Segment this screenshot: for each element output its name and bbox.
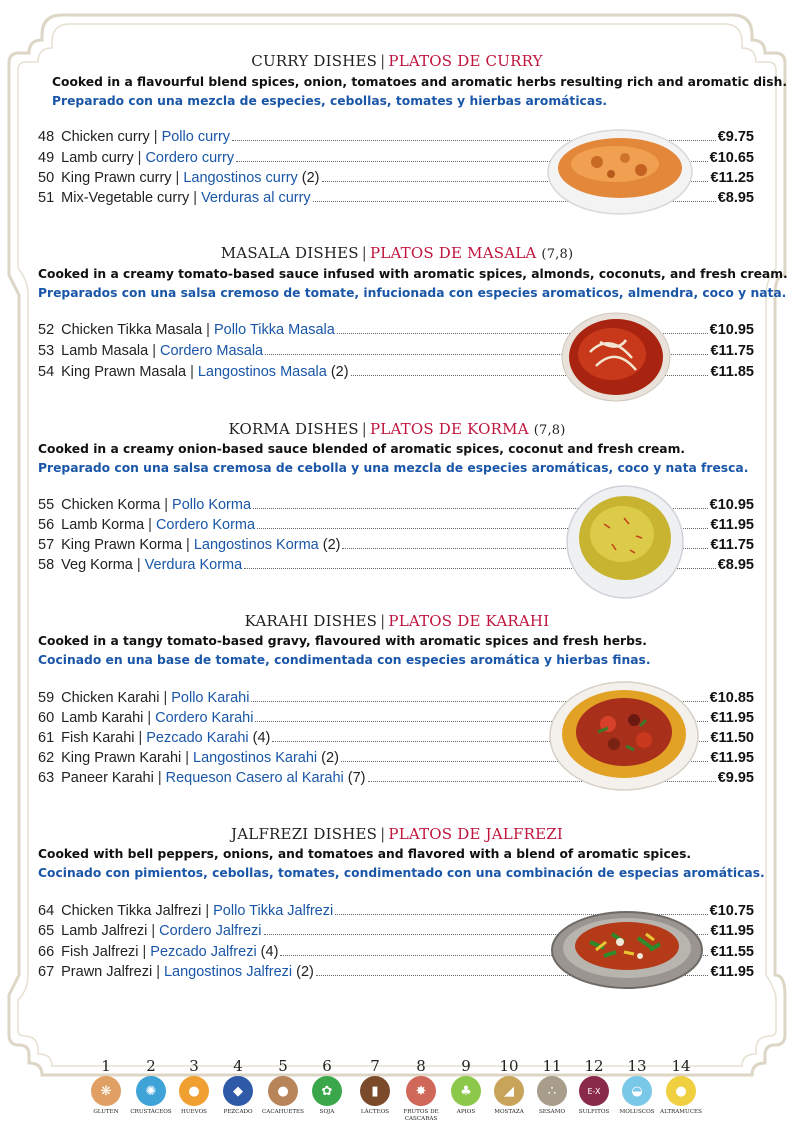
- allergen-number: 5: [278, 1057, 288, 1075]
- title-en: KORMA DISHES: [228, 420, 359, 438]
- item-price: €10.95: [709, 322, 754, 338]
- item-name-en: Lamb Masala: [61, 343, 149, 359]
- sesame-icon: ∴: [537, 1076, 567, 1106]
- item-allergens: (4): [252, 730, 271, 746]
- section-description-es: Preparados con una salsa cremoso de tomate, infucionada con especies aromaticos, almendra, coco y nata.: [38, 286, 787, 300]
- item-price: €10.95: [709, 497, 754, 513]
- title-es: PLATOS DE KORMA: [370, 420, 529, 438]
- item-name-es: Cordero Jalfrezi: [159, 923, 262, 939]
- menu-item: 50 King Prawn curry | Langostinos curry (2) €11.25: [38, 170, 754, 186]
- item-name-es: Pollo Tikka Masala: [213, 322, 335, 338]
- section-description-es: Cocinado en una base de tomate, condimentada con especies aromática y hierbas finas.: [38, 653, 651, 667]
- item-name-es: Pezcado Karahi: [146, 730, 249, 746]
- item-price: €11.95: [710, 923, 754, 939]
- section-allergens: (7,8): [533, 423, 566, 438]
- item-name-en: Chicken Tikka Jalfrezi: [61, 903, 202, 919]
- item-number: 62: [38, 750, 55, 766]
- item-name-en: Fish Karahi: [61, 730, 135, 746]
- allergen-crustaceans: [128, 1058, 174, 1116]
- title-es: PLATOS DE JALFREZI: [388, 825, 563, 843]
- item-name-es: Pezcado Jalfrezi: [150, 944, 257, 960]
- item-allergens: (2): [296, 964, 314, 980]
- item-price: €11.85: [710, 364, 754, 380]
- item-name-es: Langostinos Korma: [193, 537, 319, 553]
- item-number: 54: [38, 364, 55, 380]
- menu-item: 67 Prawn Jalfrezi | Langostinos Jalfrezi (2) €11.95: [38, 964, 754, 980]
- item-name-en: Lamb curry: [61, 150, 134, 166]
- menu-item: 61 Fish Karahi | Pezcado Karahi (4) €11.50: [38, 730, 754, 746]
- item-number: 61: [38, 730, 55, 746]
- item-number: 66: [38, 944, 55, 960]
- section-description-en: Cooked with bell peppers, onions, and tomatoes and flavored with a blend of aromatic spices.: [38, 847, 692, 861]
- allergen-peanuts: [260, 1058, 306, 1116]
- sulphite-icon: E-X: [579, 1076, 609, 1106]
- item-price: €11.75: [710, 537, 754, 553]
- title-en: JALFREZI DISHES: [231, 825, 378, 843]
- section-description-en: Cooked in a creamy tomato-based sauce infused with aromatic spices, almonds, coconuts, and fresh cream.: [38, 267, 788, 281]
- allergen-label: MOSTAZA: [494, 1109, 524, 1115]
- item-price: €8.95: [717, 190, 754, 206]
- item-name-en: Lamb Korma: [61, 517, 145, 533]
- jalfrezi-dish-image: [550, 906, 705, 992]
- allergen-dairy: [352, 1058, 398, 1116]
- menu-item: 58 Veg Korma | Verdura Korma €8.95: [38, 557, 754, 573]
- item-price: €11.25: [710, 170, 754, 186]
- section-title-curry: CURRY DISHES | PLATOS DE CURRY: [251, 52, 543, 70]
- menu-item: 55 Chicken Korma | Pollo Korma €10.95: [38, 497, 754, 513]
- item-name-en: King Prawn Masala: [61, 364, 187, 380]
- item-allergens: (2): [321, 750, 339, 766]
- menu-item: 49 Lamb curry | Cordero curry €10.65: [38, 150, 754, 166]
- item-number: 65: [38, 923, 55, 939]
- allergen-number: 9: [461, 1057, 471, 1075]
- item-allergens: (2): [301, 170, 320, 186]
- item-number: 56: [38, 517, 55, 533]
- menu-item: 54 King Prawn Masala | Langostinos Masala (2) €11.85: [38, 364, 754, 380]
- item-price: €11.95: [710, 710, 754, 726]
- item-name-es: Cordero curry: [145, 150, 235, 166]
- title-en: CURRY DISHES: [251, 52, 378, 70]
- item-price: €10.75: [709, 903, 754, 919]
- item-name-es: Pollo Tikka Jalfrezi: [213, 903, 334, 919]
- item-name-en: Fish Jalfrezi: [61, 944, 139, 960]
- section-description-en: Cooked in a flavourful blend spices, onion, tomatoes and aromatic herbs resulting rich and aromatic dish.: [52, 75, 788, 89]
- allergen-label: LÁCTEOS: [360, 1109, 390, 1115]
- milk-icon: ▮: [360, 1076, 390, 1106]
- allergen-label: FRUTOS DE CASCARAS: [403, 1109, 439, 1122]
- item-number: 52: [38, 322, 55, 338]
- allergen-label: HUEVOS: [180, 1109, 208, 1115]
- section-title-korma: KORMA DISHES | PLATOS DE KORMA (7,8): [228, 420, 566, 438]
- item-name-en: King Prawn curry: [61, 170, 172, 186]
- allergen-label: MOLUSCOS: [619, 1109, 655, 1115]
- item-price: €11.95: [710, 750, 754, 766]
- crab-icon: ✺: [136, 1076, 166, 1106]
- allergen-soy: [304, 1058, 350, 1116]
- item-name-en: Prawn Jalfrezi: [61, 964, 153, 980]
- item-price: €9.75: [717, 129, 754, 145]
- item-number: 59: [38, 690, 55, 706]
- item-price: €9.95: [717, 770, 754, 786]
- soy-icon: ✿: [312, 1076, 342, 1106]
- title-es: PLATOS DE KARAHI: [388, 612, 550, 630]
- masala-dish-image: [560, 312, 672, 402]
- item-price: €11.55: [710, 944, 754, 960]
- section-description-en: Cooked in a creamy onion-based sauce blended of aromatic spices, coconut and fresh cream.: [38, 442, 686, 456]
- allergen-number: 13: [627, 1057, 647, 1075]
- item-number: 64: [38, 903, 55, 919]
- item-price: €11.50: [710, 730, 754, 746]
- menu-item: 52 Chicken Tikka Masala | Pollo Tikka Masala €10.95: [38, 322, 754, 338]
- section-description-es: Cocinado con pimientos, cebollas, tomates, condimentado con una combinación de especias aromáticas.: [38, 866, 765, 880]
- allergen-label: ALTRAMUCES: [660, 1109, 702, 1115]
- allergen-number: 10: [499, 1057, 519, 1075]
- egg-icon: ●: [179, 1076, 209, 1106]
- allergen-number: 3: [189, 1057, 199, 1075]
- item-name-es: Langostinos Karahi: [193, 750, 318, 766]
- item-allergens: (4): [260, 944, 279, 960]
- menu-item: 48 Chicken curry | Pollo curry €9.75: [38, 129, 754, 145]
- title-es: PLATOS DE CURRY: [388, 52, 543, 70]
- section-description-en: Cooked in a tangy tomato-based gravy, flavoured with aromatic spices and fresh herbs.: [38, 634, 647, 648]
- allergen-label: CRUSTÁCEOS: [130, 1109, 172, 1115]
- section-description-es: Preparado con una mezcla de especies, cebollas, tomates y hierbas aromáticas.: [52, 94, 608, 108]
- item-price: €8.95: [717, 557, 754, 573]
- nut-icon: ✸: [406, 1076, 436, 1106]
- allergen-eggs: [171, 1058, 217, 1116]
- allergen-lupins: [658, 1058, 704, 1116]
- allergen-label: PEZCADO: [223, 1109, 253, 1115]
- allergen-molluscs: [614, 1058, 660, 1116]
- item-name-en: Chicken Karahi: [61, 690, 160, 706]
- item-allergens: (7): [347, 770, 366, 786]
- item-number: 51: [38, 190, 55, 206]
- item-name-en: Chicken Tikka Masala: [61, 322, 203, 338]
- allergen-number: 14: [671, 1057, 691, 1075]
- curry-dish-image: [545, 128, 695, 216]
- section-title-jalfrezi: JALFREZI DISHES | PLATOS DE JALFREZI: [231, 825, 563, 843]
- item-name-es: Cordero Masala: [159, 343, 264, 359]
- section-allergens: (7,8): [541, 247, 574, 262]
- title-en: KARAHI DISHES: [244, 612, 378, 630]
- item-name-en: Lamb Karahi: [61, 710, 144, 726]
- item-name-es: Verdura Korma: [144, 557, 243, 573]
- allergen-mustard: [486, 1058, 532, 1116]
- section-title-masala: MASALA DISHES | PLATOS DE MASALA (7,8): [220, 244, 574, 262]
- item-allergens: (2): [322, 537, 341, 553]
- menu-item: 53 Lamb Masala | Cordero Masala €11.75: [38, 343, 754, 359]
- item-name-es: Langostinos Masala: [197, 364, 327, 380]
- title-es: PLATOS DE MASALA: [370, 244, 537, 262]
- allergen-number: 1: [101, 1057, 111, 1075]
- item-number: 53: [38, 343, 55, 359]
- item-number: 48: [38, 129, 55, 145]
- karahi-dish-image: [548, 680, 700, 792]
- korma-dish-image: [564, 484, 686, 604]
- item-number: 49: [38, 150, 55, 166]
- mustard-icon: ◢: [494, 1076, 524, 1106]
- allergen-number: 11: [542, 1057, 562, 1075]
- item-name-en: Mix-Vegetable curry: [61, 190, 190, 206]
- item-price: €11.95: [710, 964, 754, 980]
- item-number: 60: [38, 710, 55, 726]
- allergen-number: 7: [370, 1057, 380, 1075]
- allergen-sesame: [529, 1058, 575, 1116]
- item-name-es: Langostinos curry: [183, 170, 298, 186]
- menu-item: 65 Lamb Jalfrezi | Cordero Jalfrezi €11.95: [38, 923, 754, 939]
- menu-item: 59 Chicken Karahi | Pollo Karahi €10.85: [38, 690, 754, 706]
- allergen-label: SOJA: [319, 1109, 335, 1115]
- allergen-label: SESAMO: [538, 1109, 566, 1115]
- peanut-icon: ●: [268, 1076, 298, 1106]
- lupin-icon: ●: [666, 1076, 696, 1106]
- menu-item: 56 Lamb Korma | Cordero Korma €11.95: [38, 517, 754, 533]
- allergen-label: CACAHUETES: [262, 1109, 304, 1115]
- item-number: 57: [38, 537, 55, 553]
- allergen-fish: [215, 1058, 261, 1116]
- item-name-es: Pollo curry: [161, 129, 231, 145]
- allergen-gluten: [83, 1058, 129, 1116]
- item-name-en: Lamb Jalfrezi: [61, 923, 148, 939]
- celery-icon: ♣: [451, 1076, 481, 1106]
- allergen-sulphites: [571, 1058, 617, 1116]
- fish-icon: ◆: [223, 1076, 253, 1106]
- item-name-es: Langostinos Jalfrezi: [163, 964, 293, 980]
- item-price: €10.85: [709, 690, 754, 706]
- item-allergens: (2): [330, 364, 349, 380]
- menu-item: 60 Lamb Karahi | Cordero Karahi €11.95: [38, 710, 754, 726]
- allergen-number: 8: [416, 1057, 426, 1075]
- allergen-number: 6: [322, 1057, 332, 1075]
- allergen-label: SULFITOS: [578, 1109, 610, 1115]
- menu-item: 62 King Prawn Karahi | Langostinos Karahi (2) €11.95: [38, 750, 754, 766]
- item-name-es: Cordero Karahi: [155, 710, 254, 726]
- menu-item: 66 Fish Jalfrezi | Pezcado Jalfrezi (4) €11.55: [38, 944, 754, 960]
- menu-item: 51 Mix-Vegetable curry | Verduras al curry €8.95: [38, 190, 754, 206]
- shell-icon: ◒: [622, 1076, 652, 1106]
- allergen-number: 4: [233, 1057, 243, 1075]
- item-name-en: Paneer Karahi: [61, 770, 154, 786]
- menu-item: 64 Chicken Tikka Jalfrezi | Pollo Tikka Jalfrezi €10.75: [38, 903, 754, 919]
- item-number: 58: [38, 557, 55, 573]
- item-number: 63: [38, 770, 55, 786]
- menu-item: 63 Paneer Karahi | Requeson Casero al Karahi (7) €9.95: [38, 770, 754, 786]
- item-price: €11.95: [710, 517, 754, 533]
- item-name-es: Pollo Karahi: [171, 690, 250, 706]
- item-name-es: Requeson Casero al Karahi: [165, 770, 344, 786]
- item-number: 67: [38, 964, 55, 980]
- allergen-label: GLUTEN: [93, 1109, 119, 1115]
- menu-item: 57 King Prawn Korma | Langostinos Korma (2) €11.75: [38, 537, 754, 553]
- allergen-celery: [443, 1058, 489, 1116]
- item-name-es: Verduras al curry: [201, 190, 311, 206]
- item-name-en: Veg Korma: [61, 557, 133, 573]
- item-name-en: Chicken curry: [61, 129, 150, 145]
- item-name-en: King Prawn Karahi: [61, 750, 182, 766]
- section-title-karahi: KARAHI DISHES | PLATOS DE KARAHI: [244, 612, 550, 630]
- item-number: 55: [38, 497, 55, 513]
- item-number: 50: [38, 170, 55, 186]
- wheat-icon: ❋: [91, 1076, 121, 1106]
- item-name-es: Cordero Korma: [155, 517, 256, 533]
- allergen-nuts: [398, 1058, 444, 1123]
- item-price: €11.75: [710, 343, 754, 359]
- item-name-es: Pollo Korma: [172, 497, 252, 513]
- item-name-en: King Prawn Korma: [61, 537, 183, 553]
- title-en: MASALA DISHES: [220, 244, 359, 262]
- section-description-es: Preparado con una salsa cremosa de cebolla y una mezcla de especies aromáticas, coco y nata fresca.: [38, 461, 749, 475]
- item-name-en: Chicken Korma: [61, 497, 161, 513]
- allergen-number: 12: [584, 1057, 604, 1075]
- allergen-label: APIOS: [456, 1109, 476, 1115]
- item-price: €10.65: [709, 150, 754, 166]
- allergen-number: 2: [146, 1057, 156, 1075]
